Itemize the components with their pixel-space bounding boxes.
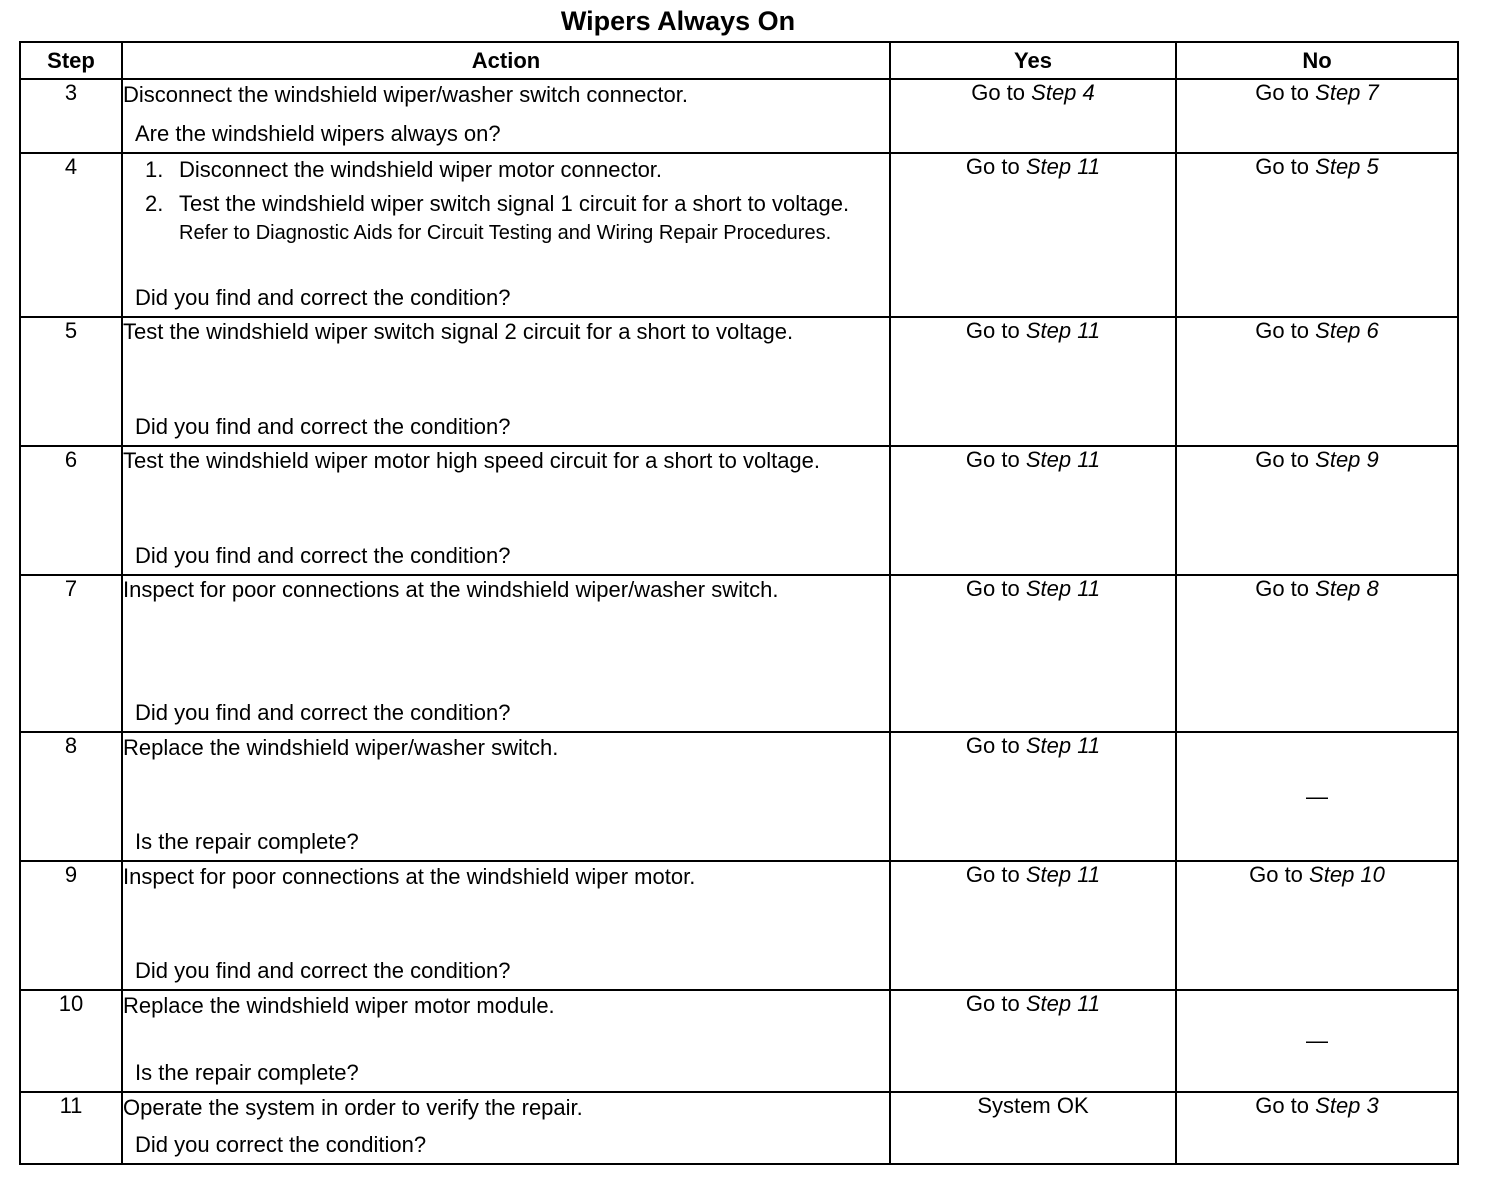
action-cell bbox=[122, 861, 890, 990]
yes-prefix: Go to bbox=[965, 318, 1020, 343]
list-item-text: Test the windshield wiper switch signal 1 circuit for a short to voltage. bbox=[179, 191, 850, 216]
yes-step-ref: Step 11 bbox=[1025, 318, 1101, 343]
action-question: Is the repair complete? bbox=[135, 1060, 359, 1085]
step-number: 3 bbox=[20, 79, 122, 153]
no-step-ref: Step 10 bbox=[1309, 862, 1385, 887]
no-cell bbox=[1176, 79, 1458, 153]
action-question: Did you find and correct the condition? bbox=[135, 700, 511, 725]
yes-cell bbox=[890, 446, 1176, 575]
step-number: 4 bbox=[20, 153, 122, 317]
no-prefix: Go to bbox=[1255, 80, 1310, 105]
action-text: Inspect for poor connections at the windshield wiper/washer switch. bbox=[123, 577, 779, 602]
no-step-ref: Step 5 bbox=[1315, 154, 1379, 179]
no-step-ref: Step 3 bbox=[1315, 1093, 1379, 1118]
yes-cell bbox=[890, 153, 1176, 317]
table-row bbox=[20, 575, 1458, 732]
step-number: 11 bbox=[20, 1092, 122, 1164]
action-cell bbox=[122, 1092, 890, 1164]
action-question: Are the windshield wipers always on? bbox=[135, 121, 501, 146]
action-cell bbox=[122, 732, 890, 861]
yes-cell bbox=[890, 79, 1176, 153]
list-item-number: 1. bbox=[145, 157, 164, 182]
action-cell bbox=[122, 575, 890, 732]
table-row bbox=[20, 990, 1458, 1092]
table-row bbox=[20, 732, 1458, 861]
action-cell bbox=[122, 317, 890, 446]
step-number: 7 bbox=[20, 575, 122, 732]
list-item bbox=[123, 190, 889, 247]
no-cell bbox=[1176, 446, 1458, 575]
action-question: Did you find and correct the condition? bbox=[135, 414, 511, 439]
page-title: Wipers Always On bbox=[560, 6, 796, 36]
action-text: Test the windshield wiper motor high speed circuit for a short to voltage. bbox=[123, 448, 821, 473]
header-step: Step bbox=[20, 42, 122, 79]
yes-cell bbox=[890, 732, 1176, 861]
action-cell bbox=[122, 990, 890, 1092]
table-row bbox=[20, 79, 1458, 153]
diagnostic-table bbox=[19, 41, 1459, 1165]
no-prefix: Go to bbox=[1255, 154, 1310, 179]
yes-cell bbox=[890, 317, 1176, 446]
action-text: Disconnect the windshield wiper/washer switch connector. bbox=[123, 82, 688, 107]
action-text: Replace the windshield wiper/washer switch. bbox=[123, 735, 559, 760]
no-cell bbox=[1176, 575, 1458, 732]
yes-step-ref: Step 11 bbox=[1025, 447, 1101, 472]
yes-cell bbox=[890, 575, 1176, 732]
yes-prefix: Go to bbox=[965, 991, 1020, 1016]
action-question: Did you find and correct the condition? bbox=[135, 285, 511, 310]
no-prefix: Go to bbox=[1255, 318, 1310, 343]
no-step-ref: Step 7 bbox=[1315, 80, 1379, 105]
action-step-list bbox=[123, 156, 889, 247]
step-number: 5 bbox=[20, 317, 122, 446]
header-no: No bbox=[1176, 42, 1458, 79]
yes-step-ref: Step 4 bbox=[1031, 80, 1095, 105]
action-cell bbox=[122, 153, 890, 317]
header-yes: Yes bbox=[890, 42, 1176, 79]
no-cell: — bbox=[1176, 990, 1458, 1092]
table-row bbox=[20, 153, 1458, 317]
action-text: Inspect for poor connections at the windshield wiper motor. bbox=[123, 864, 696, 889]
yes-prefix: Go to bbox=[965, 154, 1020, 179]
yes-prefix: Go to bbox=[965, 447, 1020, 472]
yes-step-ref: Step 11 bbox=[1025, 862, 1101, 887]
no-prefix: Go to bbox=[1255, 1093, 1310, 1118]
action-text: Test the windshield wiper switch signal 2 circuit for a short to voltage. bbox=[123, 319, 794, 344]
no-cell bbox=[1176, 1092, 1458, 1164]
yes-cell bbox=[890, 990, 1176, 1092]
table-row bbox=[20, 317, 1458, 446]
table-row bbox=[20, 861, 1458, 990]
list-item bbox=[123, 156, 889, 184]
no-prefix: Go to bbox=[1249, 862, 1303, 887]
no-cell bbox=[1176, 153, 1458, 317]
list-item-note: Refer to Diagnostic Aids for Circuit Testing and Wiring Repair Procedures. bbox=[179, 222, 832, 244]
yes-step-ref: Step 11 bbox=[1025, 154, 1101, 179]
no-cell: — bbox=[1176, 732, 1458, 861]
step-number: 10 bbox=[20, 990, 122, 1092]
yes-cell: System OK bbox=[890, 1092, 1176, 1164]
list-item-text: Disconnect the windshield wiper motor connector. bbox=[179, 157, 663, 182]
yes-prefix: Go to bbox=[971, 80, 1026, 105]
yes-cell bbox=[890, 861, 1176, 990]
no-step-ref: Step 9 bbox=[1315, 447, 1379, 472]
table-row bbox=[20, 1092, 1458, 1164]
no-prefix: Go to bbox=[1255, 447, 1310, 472]
action-question: Did you find and correct the condition? bbox=[135, 958, 511, 983]
step-number: 6 bbox=[20, 446, 122, 575]
header-action: Action bbox=[122, 42, 890, 79]
action-cell bbox=[122, 79, 890, 153]
action-text: Operate the system in order to verify the repair. bbox=[123, 1095, 583, 1120]
action-question: Did you correct the condition? bbox=[135, 1132, 427, 1157]
no-cell bbox=[1176, 861, 1458, 990]
no-prefix: Go to bbox=[1255, 576, 1310, 601]
header-row bbox=[20, 42, 1458, 79]
yes-prefix: Go to bbox=[965, 733, 1020, 758]
yes-step-ref: Step 11 bbox=[1025, 733, 1101, 758]
yes-step-ref: Step 11 bbox=[1025, 576, 1101, 601]
yes-step-ref: Step 11 bbox=[1025, 991, 1101, 1016]
no-step-ref: Step 6 bbox=[1315, 318, 1379, 343]
action-cell bbox=[122, 446, 890, 575]
action-text: Replace the windshield wiper motor module. bbox=[123, 993, 555, 1018]
action-question: Is the repair complete? bbox=[135, 829, 359, 854]
table-row bbox=[20, 446, 1458, 575]
no-step-ref: Step 8 bbox=[1315, 576, 1379, 601]
no-cell bbox=[1176, 317, 1458, 446]
list-item-number: 2. bbox=[145, 191, 164, 216]
yes-prefix: Go to bbox=[965, 862, 1020, 887]
action-question: Did you find and correct the condition? bbox=[135, 543, 511, 568]
step-number: 9 bbox=[20, 861, 122, 990]
yes-prefix: Go to bbox=[965, 576, 1020, 601]
step-number: 8 bbox=[20, 732, 122, 861]
